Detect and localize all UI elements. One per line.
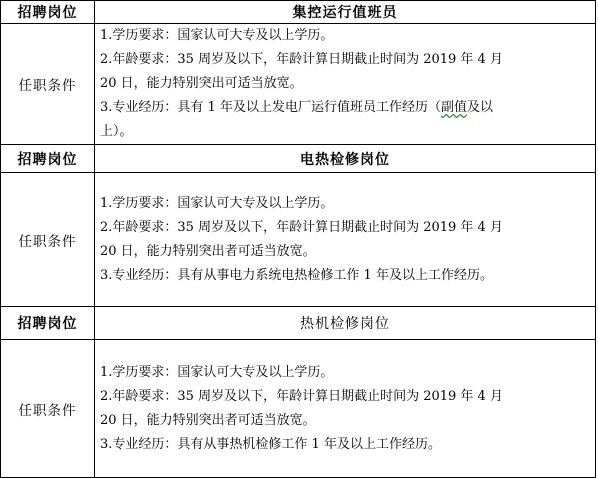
requirement-line: 1.学历要求：国家认可大专及以上学历。 [100, 364, 334, 380]
section-1-requirements-row [1, 24, 596, 145]
section-2-header-row [1, 145, 596, 173]
requirement-line [100, 96, 589, 120]
requirement-line: 1.学历要求：国家认可大专及以上学历。 [100, 195, 334, 211]
section-3-requirements-row [1, 340, 596, 478]
section-1-header-label: 招聘岗位 [1, 1, 95, 24]
requirement-line: 3.专业经历：具有从事热机检修工作 1 年及以上工作经历。 [100, 436, 441, 452]
section-3-header-label: 招聘岗位 [1, 307, 95, 340]
requirement-line: 2.年龄要求：35 周岁及以下，年龄计算日期截止时间为 2019 年 4 月 [100, 219, 503, 235]
section-3-requirements-text [95, 340, 596, 478]
requirement-line: 20 日，能力特别突出者可适当放宽。 [100, 412, 316, 428]
spellcheck-underlined-word: 副值 [440, 100, 467, 115]
section-2-header-label: 招聘岗位 [1, 145, 95, 173]
section-2-requirements-text [95, 173, 596, 307]
requirement-line: 2.年龄要求：35 周岁及以下，年龄计算日期截止时间为 2019 年 4 月 [100, 52, 503, 67]
requirement-line-part: 及以 [466, 100, 493, 115]
section-3-header-row [1, 307, 596, 340]
section-2-requirements-row [1, 173, 596, 307]
requirement-line: 20 日，能力特别突出者可适当放宽。 [100, 243, 316, 259]
section-3-requirements-label: 任职条件 [1, 340, 95, 478]
requirement-line: 3.专业经历：具有从事电力系统电热检修工作 1 年及以上工作经历。 [100, 267, 493, 283]
requirement-line: 1.学历要求：国家认可大专及以上学历。 [100, 28, 334, 43]
section-1-requirements-text [95, 24, 596, 145]
section-2-requirements-label: 任职条件 [1, 173, 95, 307]
section-1-position-title: 集控运行值班员 [95, 1, 596, 24]
section-3-position-title: 热机检修岗位 [95, 307, 596, 340]
requirement-line: 上）。 [100, 124, 133, 139]
section-1-header-row [1, 1, 596, 24]
section-1-requirements-label: 任职条件 [1, 24, 95, 145]
requirement-line-part: 3.专业经历：具有 1 年及以上发电厂运行值班员工作经历（ [100, 100, 441, 115]
section-2-position-title: 电热检修岗位 [95, 145, 596, 173]
requirement-line: 2.年龄要求：35 周岁及以下，年龄计算日期截止时间为 2019 年 4 月 [100, 388, 503, 404]
requirement-line: 20 日，能力特别突出可适当放宽。 [100, 76, 303, 91]
